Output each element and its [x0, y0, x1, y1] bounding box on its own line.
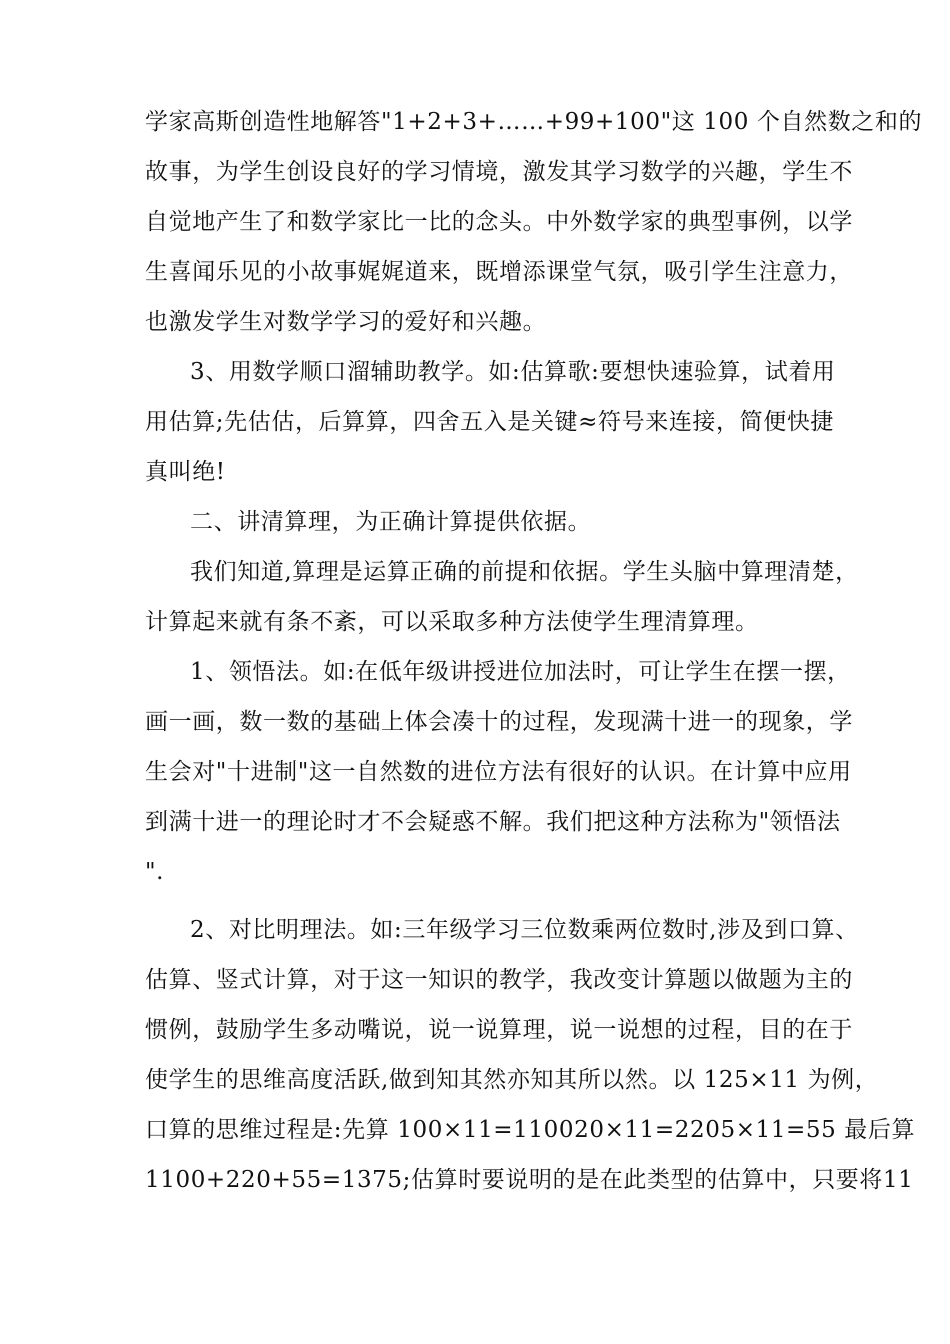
text-line: 估算、竖式计算，对于这一知识的教学，我改变计算题以做题为主的: [145, 967, 853, 993]
text-line: 学家高斯创造性地解答"1+2+3+……+99+100"这 100 个自然数之和的: [145, 109, 923, 135]
text-line: 生喜闻乐见的小故事娓娓道来，既增添课堂气氛，吸引学生注意力，: [145, 259, 853, 285]
text-line: 自觉地产生了和数学家比一比的念头。中外数学家的典型事例，以学: [145, 209, 853, 235]
text-line: 1、领悟法。如:在低年级讲授进位加法时，可让学生在摆一摆，: [190, 659, 851, 685]
text-line: 故事，为学生创设良好的学习情境，激发其学习数学的兴趣，学生不: [145, 159, 853, 185]
text-line: 也激发学生对数学学习的爱好和兴趣。: [145, 309, 547, 335]
text-line: 计算起来就有条不紊，可以采取多种方法使学生理清算理。: [145, 609, 759, 635]
text-line: 用估算;先估估，后算算，四舍五入是关键≈符号来连接，简便快捷: [145, 409, 835, 435]
section-heading: 二、讲清算理，为正确计算提供依据。: [190, 509, 592, 535]
text-line: 画一画，数一数的基础上体会凑十的过程，发现满十进一的现象，学: [145, 709, 853, 735]
text-line: 2、对比明理法。如:三年级学习三位数乘两位数时,涉及到口算、: [190, 917, 859, 943]
text-line: 生会对"十进制"这一自然数的进位方法有很好的认识。在计算中应用: [145, 759, 852, 785]
text-line: ".: [145, 859, 165, 885]
text-line: 使学生的思维高度活跃,做到知其然亦知其所以然。以 125×11 为例，: [145, 1067, 879, 1093]
text-line: 我们知道,算理是运算正确的前提和依据。学生头脑中算理清楚，: [190, 559, 859, 585]
text-line: 到满十进一的理论时才不会疑惑不解。我们把这种方法称为"领悟法: [145, 809, 841, 835]
text-line: 3、用数学顺口溜辅助教学。如:估算歌:要想快速验算，试着用: [190, 359, 836, 385]
text-line: 惯例，鼓励学生多动嘴说，说一说算理，说一说想的过程，目的在于: [145, 1017, 853, 1043]
text-line: 真叫绝!: [145, 459, 226, 485]
text-line: 1100+220+55=1375;估算时要说明的是在此类型的估算中，只要将11: [145, 1167, 914, 1193]
text-line: 口算的思维过程是:先算 100×11=110020×11=2205×11=55 最后算: [145, 1117, 916, 1143]
